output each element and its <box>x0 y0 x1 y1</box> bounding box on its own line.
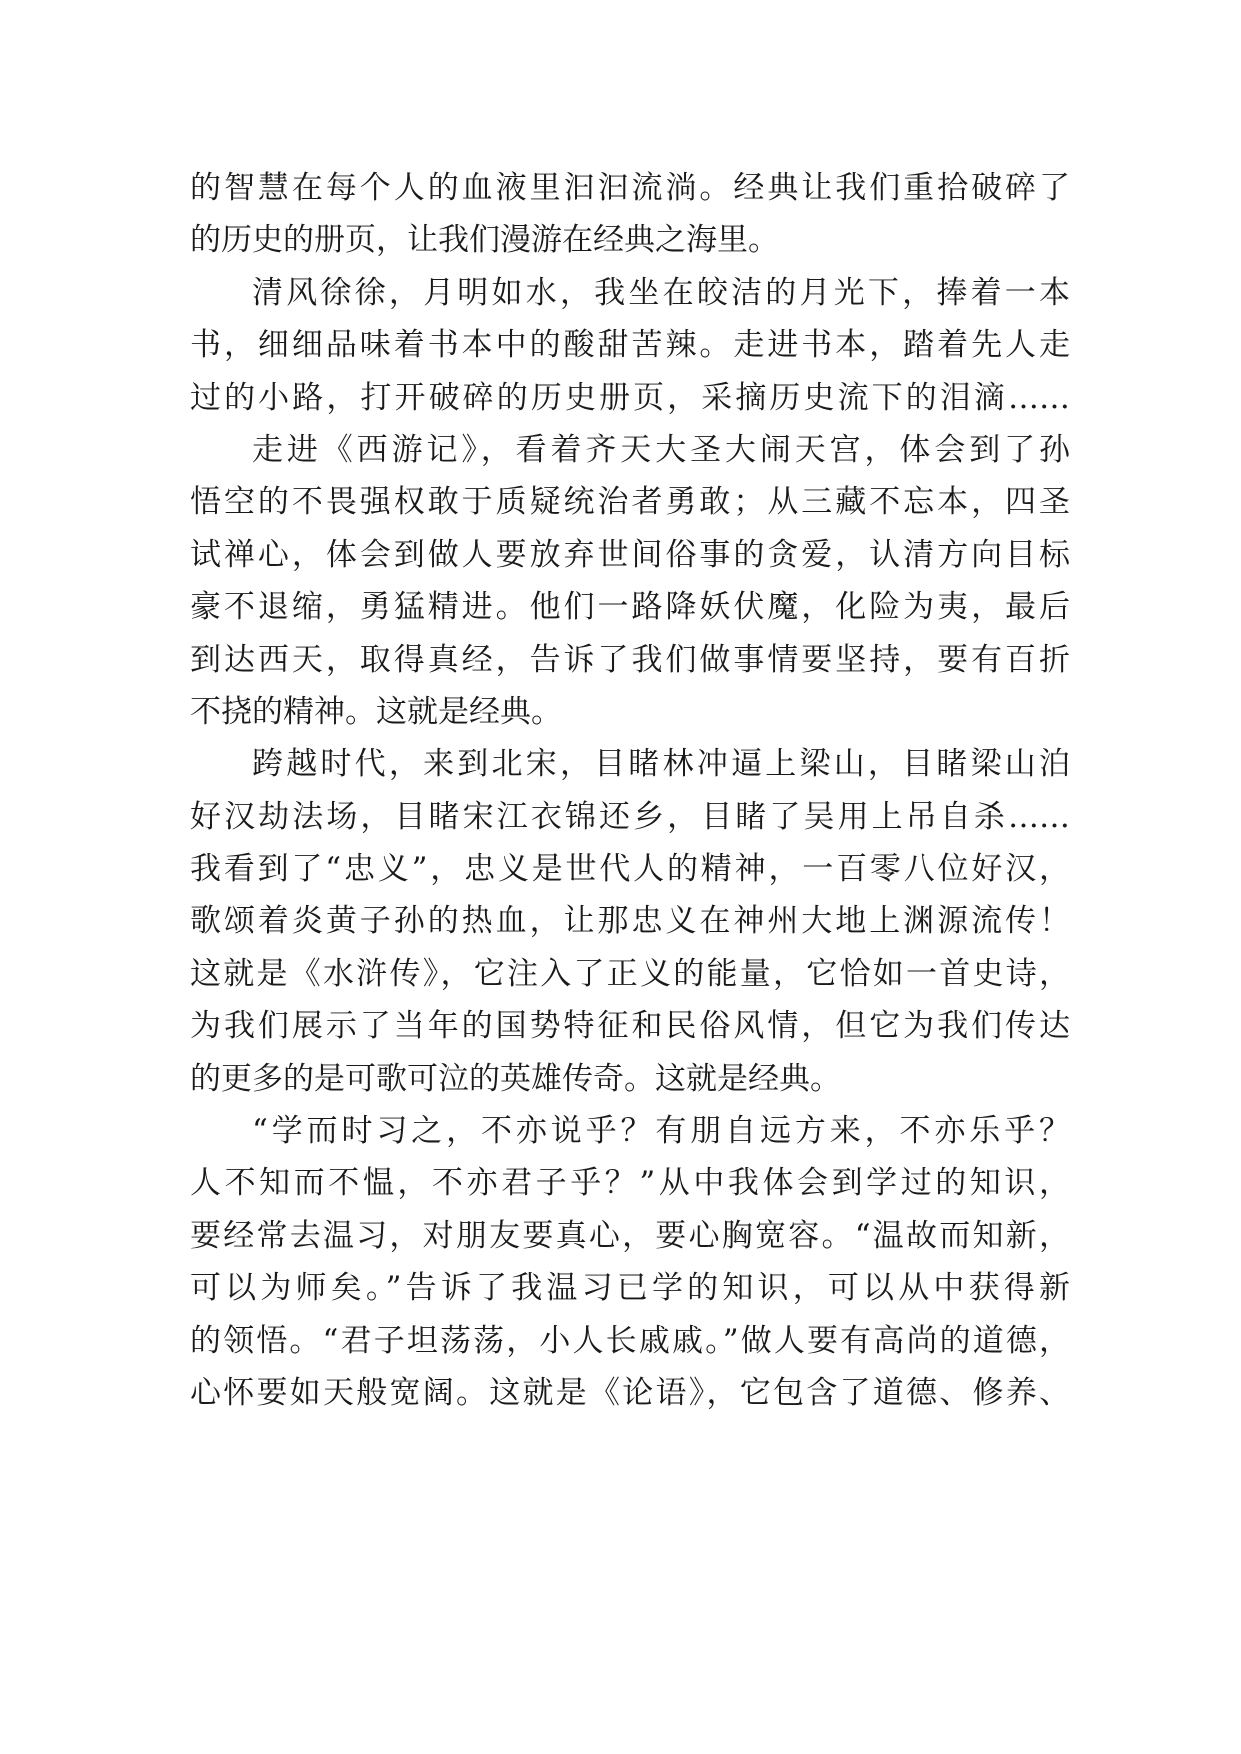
paragraph <box>190 424 1070 738</box>
text-line: 过的小路，打开破碎的历史册页，采摘历史流下的泪滴…… <box>190 379 1070 416</box>
text-line: 好汉劫法场，目睹宋江衣锦还乡，目睹了吴用上吊自杀…… <box>190 798 1070 835</box>
text-line: “学而时习之，不亦说乎？有朋自远方来，不亦乐乎？ <box>252 1113 1070 1150</box>
paragraph <box>190 1105 1070 1419</box>
text-line: 悟空的不畏强权敢于质疑统治者勇敢；从三藏不忘本，四圣 <box>190 484 1070 521</box>
text-line: 的智慧在每个人的血液里汩汩流淌。经典让我们重拾破碎了 <box>190 170 1070 206</box>
text-line: 清风徐徐，月明如水，我坐在皎洁的月光下，捧着一本 <box>252 274 1070 311</box>
body-text <box>190 162 1070 1419</box>
text-line: 这就是《水浒传》，它注入了正义的能量，它恰如一首史诗， <box>190 955 1070 992</box>
text-line: 试禅心，体会到做人要放弃世间俗事的贪爱，认清方向目标 <box>190 536 1070 573</box>
text-line: 到达西天，取得真经，告诉了我们做事情要坚持，要有百折 <box>190 641 1070 678</box>
text-line: 要经常去温习，对朋友要真心，要心胸宽容。“温故而知新， <box>190 1217 1070 1254</box>
text-line: 可以为师矣。”告诉了我温习已学的知识，可以从中获得新 <box>190 1270 1070 1307</box>
paragraph <box>190 162 1070 267</box>
paragraph <box>190 738 1070 1105</box>
text-line: 心怀要如天般宽阔。这就是《论语》，它包含了道德、修养、 <box>190 1374 1070 1411</box>
paragraph <box>190 267 1070 424</box>
text-line: 的领悟。“君子坦荡荡，小人长戚戚。”做人要有高尚的道德， <box>190 1322 1070 1359</box>
text-line: 不挠的精神。这就是经典。 <box>190 693 562 730</box>
text-line: 我看到了“忠义”，忠义是世代人的精神，一百零八位好汉， <box>190 851 1070 888</box>
text-line: 豪不退缩，勇猛精进。他们一路降妖伏魔，化险为夷，最后 <box>190 589 1070 626</box>
text-line: 跨越时代，来到北宋，目睹林冲逼上梁山，目睹梁山泊 <box>252 746 1070 783</box>
text-line: 歌颂着炎黄子孙的热血，让那忠义在神州大地上渊源流传！ <box>190 903 1070 940</box>
text-line: 书，细细品味着书本中的酸甜苦辣。走进书本，踏着先人走 <box>190 327 1070 364</box>
text-line: 的更多的是可歌可泣的英雄传奇。这就是经典。 <box>190 1060 841 1097</box>
text-line: 的历史的册页，让我们漫游在经典之海里。 <box>190 222 779 259</box>
text-line: 人不知而不愠，不亦君子乎？”从中我体会到学过的知识， <box>190 1165 1070 1202</box>
text-line: 为我们展示了当年的国势特征和民俗风情，但它为我们传达 <box>190 1008 1070 1045</box>
text-line: 走进《西游记》，看着齐天大圣大闹天宫，体会到了孙 <box>252 431 1070 468</box>
